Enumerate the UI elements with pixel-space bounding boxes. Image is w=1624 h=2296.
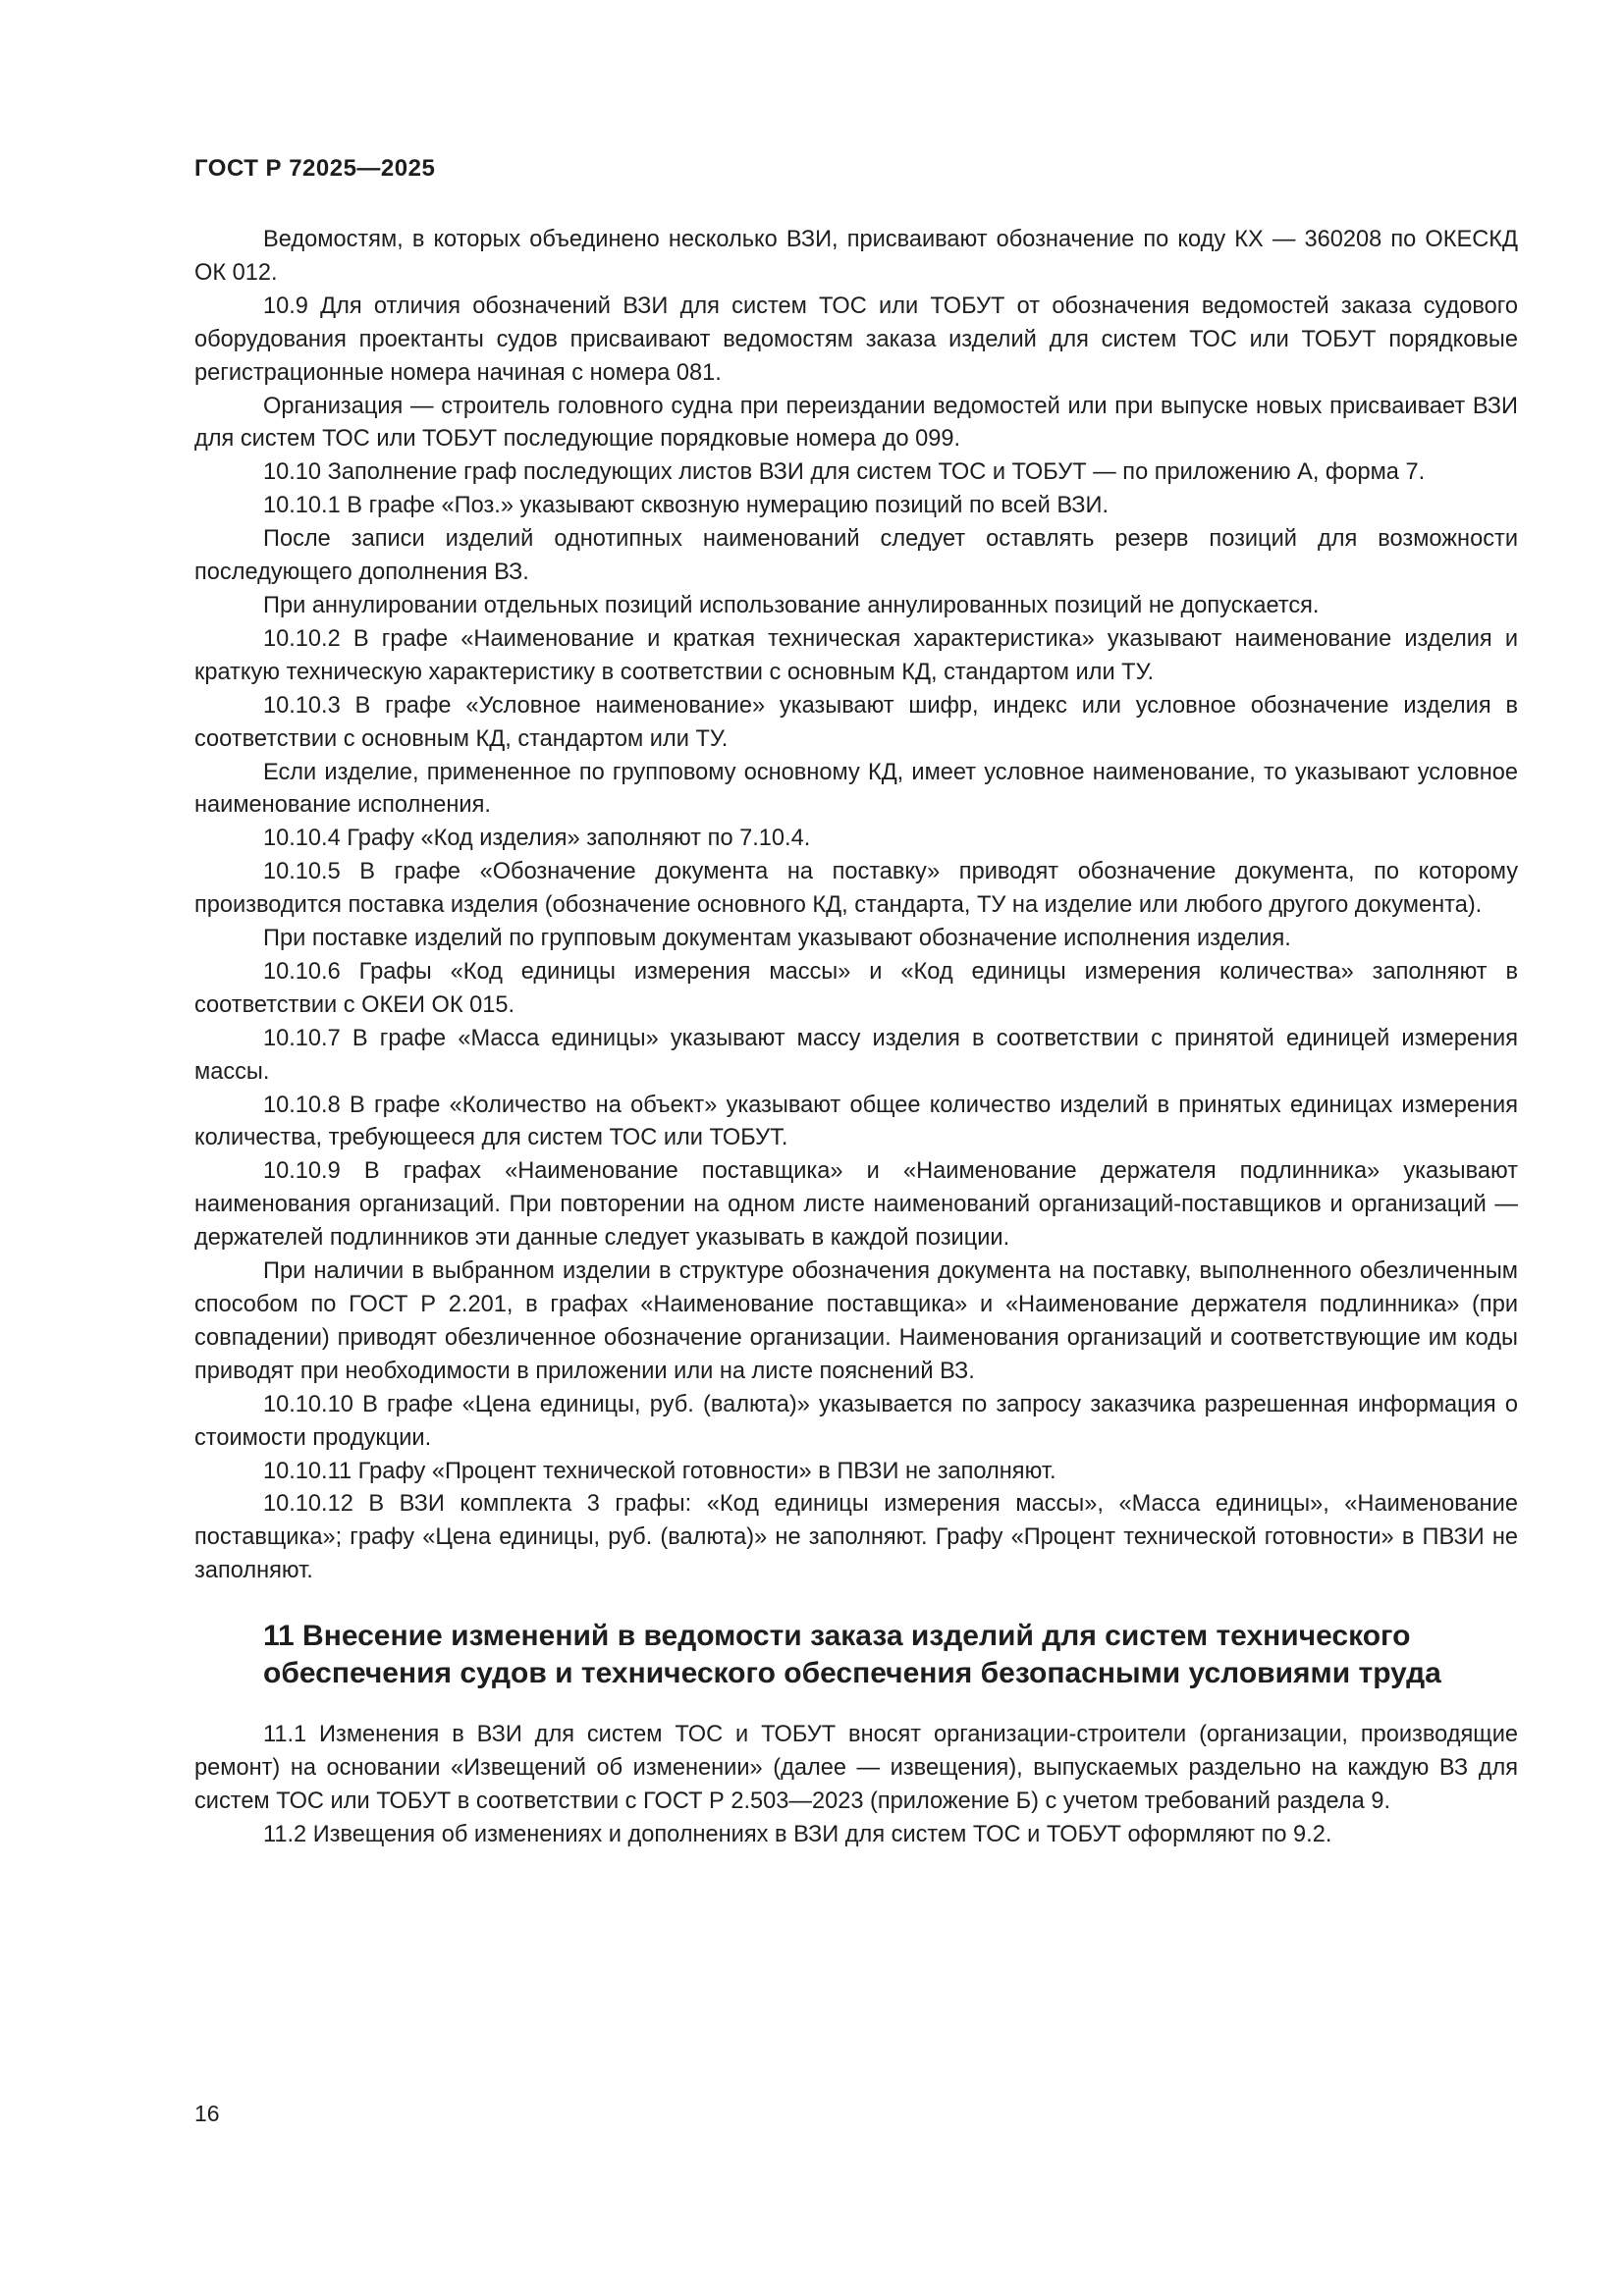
paragraph: Ведомостям, в которых объединено несколько ВЗИ, присваивают обозначение по коду КХ — 360208 по ОКЕСКД ОК 012. — [194, 227, 1518, 286]
paragraph: 10.10.6 Графы «Код единицы измерения массы» и «Код единицы измерения количества» заполняют в соответствии с ОКЕИ ОК 015. — [194, 958, 1518, 1018]
paragraph: 10.10.5 В графе «Обозначение документа на поставку» приводят обозначение документа, по которому производится поставка изделия (обозначение основного КД, стандарта, ТУ на изделие или любого другого документа). — [194, 859, 1518, 919]
paragraph: 11.1 Изменения в ВЗИ для систем ТОС и ТОБУТ вносят организации-строители (организации, производящие ремонт) на основании «Извещений об изменении» (далее — извещения), выпускаемых раздельно на каждую ВЗ для систем ТОС или ТОБУТ в соответствии с ГОСТ Р 2.503—2023 (приложение Б) с учетом требований раздела 9. — [194, 1722, 1518, 1814]
paragraph: 10.10.3 В графе «Условное наименование» указывают шифр, индекс или условное обозначение изделия в соответствии с основным КД, стандартом или ТУ. — [194, 692, 1518, 752]
section-heading: 11 Внесение изменений в ведомости заказа изделий для систем технического обеспечения судов и технического обеспечения безопасными условиями труда — [263, 1620, 1441, 1689]
document-body — [194, 224, 1518, 1852]
paragraph: При наличии в выбранном изделии в структуре обозначения документа на поставку, выполненного обезличенным способом по ГОСТ Р 2.201, в графах «Наименование поставщика» и «Наименование держателя подлинника» (при совпадении) приводят обезличенное обозначение организации. Наименования организаций и соответствующие им коды приводят при необходимости в приложении или на листе пояснений ВЗ. — [194, 1258, 1518, 1384]
paragraph: 10.10.9 В графах «Наименование поставщика» и «Наименование держателя подлинника» указывают наименования организаций. При повторении на одном листе наименований организаций-поставщиков и организаций — держателей подлинников эти данные следует указывать в каждой позиции. — [194, 1158, 1518, 1252]
document-header: ГОСТ Р 72025—2025 — [194, 155, 436, 182]
paragraph: 10.10.7 В графе «Масса единицы» указывают массу изделия в соответствии с принятой единицей измерения массы. — [194, 1025, 1518, 1085]
paragraph: 11.2 Извещения об изменениях и дополнениях в ВЗИ для систем ТОС и ТОБУТ оформляют по 9.2. — [263, 1821, 1332, 1847]
paragraph: 10.10.12 В ВЗИ комплекта 3 графы: «Код единицы измерения массы», «Масса единицы», «Наименование поставщика»; графу «Цена единицы, руб. (валюта)» не заполняют. Графу «Процент технической готовности» в ПВЗИ не заполняют. — [194, 1491, 1518, 1584]
paragraph: При аннулировании отдельных позиций использование аннулированных позиций не допускается. — [263, 592, 1320, 618]
paragraph: 10.10.4 Графу «Код изделия» заполняют по 7.10.4. — [263, 826, 811, 852]
paragraph: 10.10.1 В графе «Поз.» указывают сквозную нумерацию позиций по всей ВЗИ. — [263, 493, 1110, 519]
paragraph: 10.10.8 В графе «Количество на объект» указывают общее количество изделий в принятых единицах измерения количества, требующееся для систем ТОС или ТОБУТ. — [194, 1092, 1518, 1151]
paragraph: 10.10.2 В графе «Наименование и краткая техническая характеристика» указывают наименование изделия и краткую техническую характеристику в соответствии с основным КД, стандартом или ТУ. — [194, 625, 1518, 685]
paragraph: После записи изделий однотипных наименований следует оставлять резерв позиций для возможности последующего дополнения ВЗ. — [194, 526, 1518, 586]
paragraph: 10.9 Для отличия обозначений ВЗИ для систем ТОС или ТОБУТ от обозначения ведомостей заказа судового оборудования проектанты судов присваивают ведомостям заказа изделий для систем ТОС или ТОБУТ порядковые регистрационные номера начиная с номера 081. — [194, 293, 1518, 386]
paragraph: 10.10 Заполнение граф последующих листов ВЗИ для систем ТОС и ТОБУТ — по приложению А, форма 7. — [263, 459, 1426, 486]
paragraph: При поставке изделий по групповым документам указывают обозначение исполнения изделия. — [263, 926, 1291, 952]
paragraph: 10.10.10 В графе «Цена единицы, руб. (валюта)» указывается по запросу заказчика разрешенная информация о стоимости продукции. — [194, 1391, 1518, 1451]
paragraph: Если изделие, примененное по групповому основному КД, имеет условное наименование, то указывают условное наименование исполнения. — [194, 759, 1518, 819]
paragraph: Организация — строитель головного судна при переиздании ведомостей или при выпуске новых присваивает ВЗИ для систем ТОС или ТОБУТ последующие порядковые номера до 099. — [194, 393, 1518, 453]
paragraph: 10.10.11 Графу «Процент технической готовности» в ПВЗИ не заполняют. — [263, 1458, 1056, 1484]
page-number: 16 — [194, 2101, 220, 2126]
